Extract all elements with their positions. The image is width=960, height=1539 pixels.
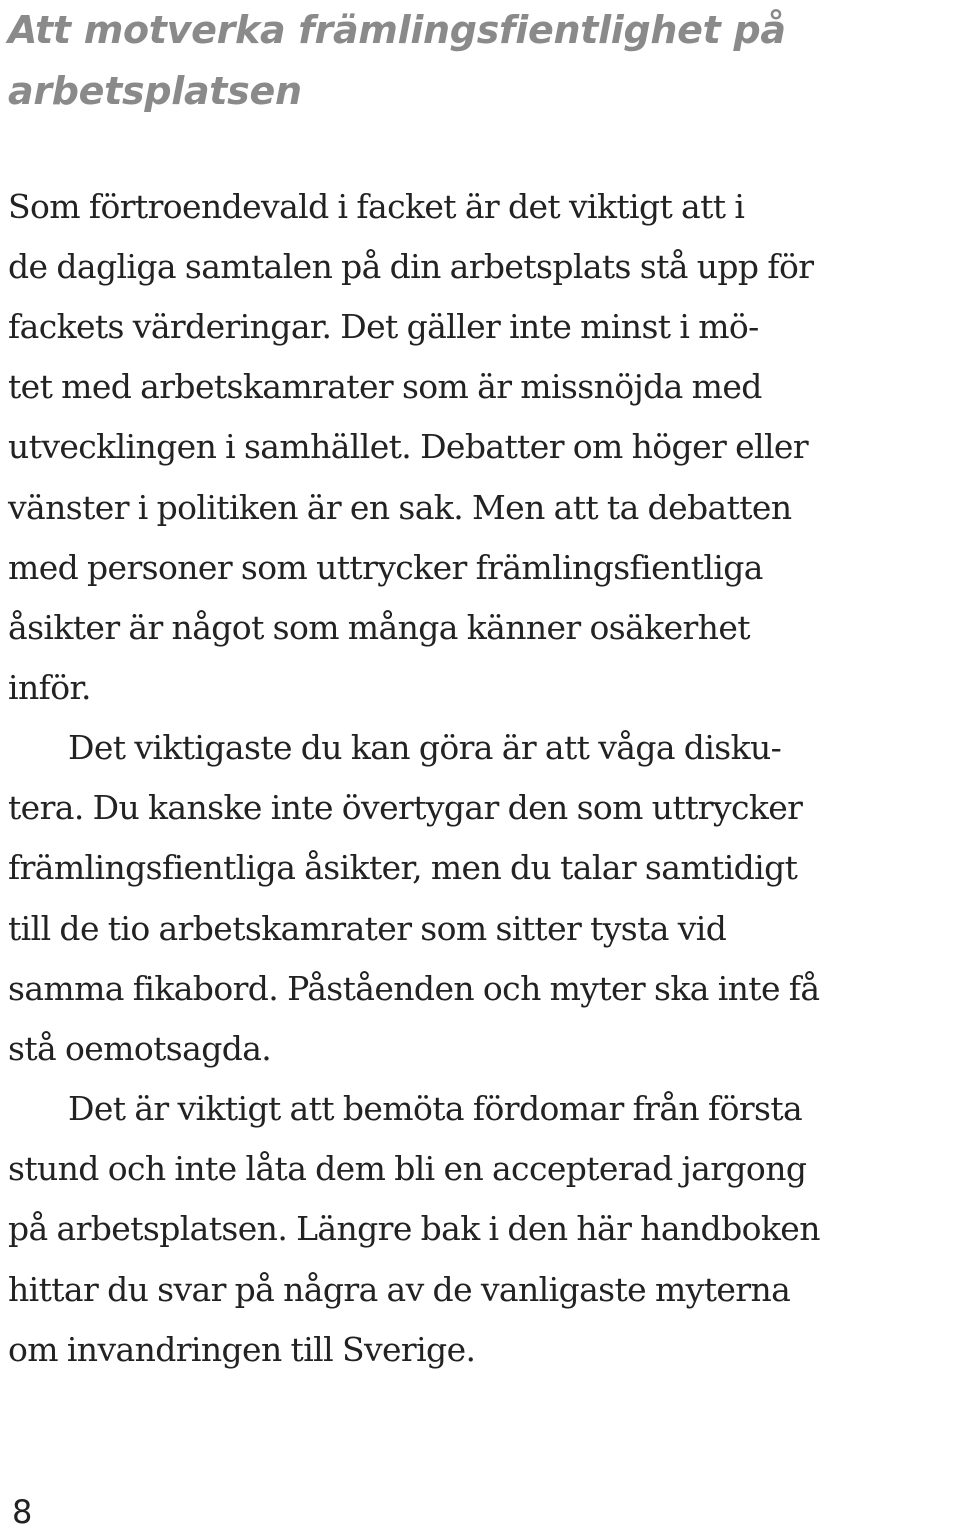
body-line: med personer som uttrycker främlingsfientliga: [8, 548, 763, 587]
body-line: tet med arbetskamrater som är missnöjda med: [8, 367, 762, 406]
body-line: på arbetsplatsen. Längre bak i den här handboken: [8, 1209, 820, 1248]
body-line: främlingsfientliga åsikter, men du talar samtidigt: [8, 848, 798, 887]
body-line: Det viktigaste du kan göra är att våga disku-: [68, 728, 782, 767]
body-line: stå oemotsagda.: [8, 1029, 272, 1068]
body-line: hittar du svar på några av de vanligaste myterna: [8, 1270, 791, 1309]
body-line: tera. Du kanske inte övertygar den som uttrycker: [8, 788, 803, 827]
body-line: åsikter är något som många känner osäkerhet: [8, 608, 750, 647]
body-line: de dagliga samtalen på din arbetsplats stå upp för: [8, 247, 814, 286]
body-line: Det är viktigt att bemöta fördomar från första: [68, 1089, 803, 1128]
body-line: samma fikabord. Påståenden och myter ska inte få: [8, 969, 820, 1008]
body-line: fackets värderingar. Det gäller inte minst i mö-: [8, 307, 759, 346]
body-line: stund och inte låta dem bli en accepterad jargong: [8, 1149, 807, 1188]
body-line: inför.: [8, 668, 91, 707]
body-line: Som förtroendevald i facket är det viktigt att i: [8, 187, 745, 226]
page-title: Att motverka främlingsfientlighet på arbetsplatsen: [8, 8, 786, 113]
body-line: vänster i politiken är en sak. Men att ta debatten: [8, 488, 792, 527]
body-line: till de tio arbetskamrater som sitter tysta vid: [8, 909, 727, 948]
page-number: 8: [12, 1493, 33, 1531]
body-line: om invandringen till Sverige.: [8, 1330, 476, 1369]
body-line: utvecklingen i samhället. Debatter om höger eller: [8, 427, 809, 466]
